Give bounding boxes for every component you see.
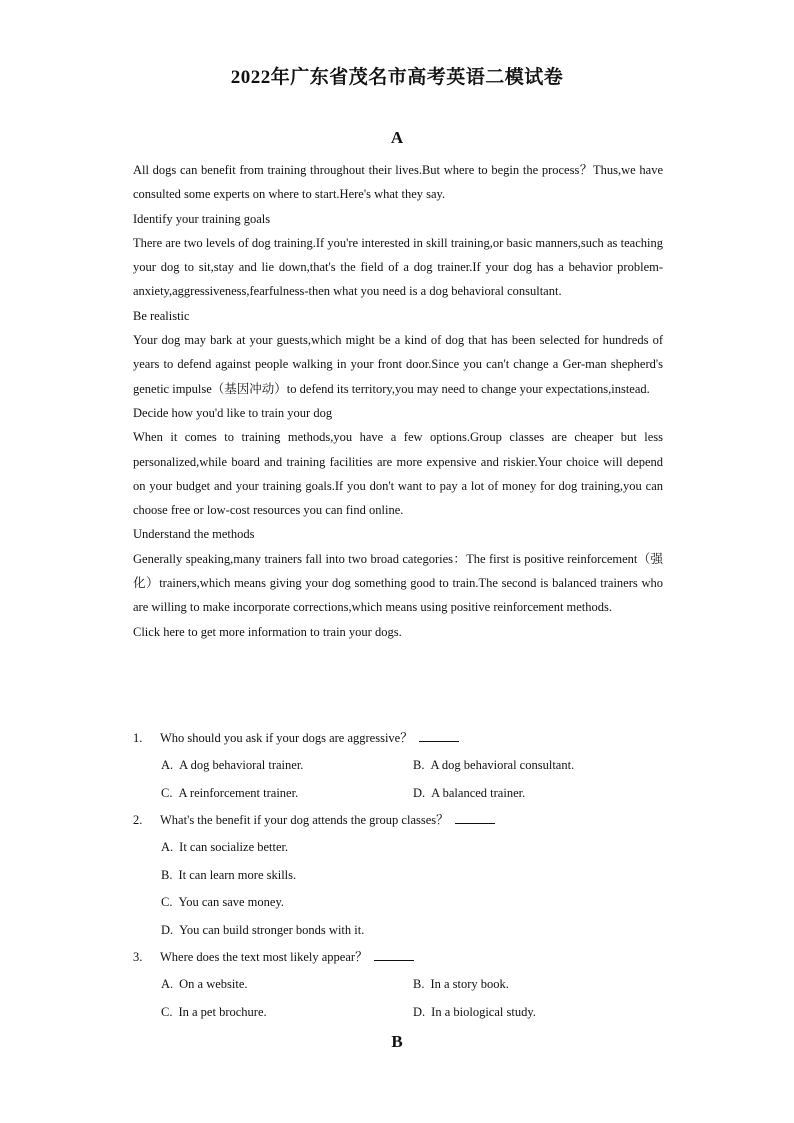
- passage-paragraph: There are two levels of dog training.If you're interested in skill training,or basic manners,such as teaching your dog to sit,stay and lie down,that's the field of a dog trainer.If your dog has a behavior problem-anxiety,aggressiveness,fearfulness-then what you need is a dog behavioral consultant.: [133, 235, 663, 299]
- options-list: [161, 835, 663, 945]
- option-letter: D.: [413, 1004, 426, 1019]
- option-b[interactable]: [413, 753, 574, 777]
- options-grid: [161, 972, 663, 1027]
- question-number: 1.: [133, 731, 143, 745]
- option-c[interactable]: [161, 890, 284, 914]
- passage-paragraph: Click here to get more information to train your dogs.: [133, 624, 402, 639]
- answer-blank[interactable]: [455, 811, 495, 824]
- option-text: It can socialize better.: [179, 840, 289, 854]
- question-text: Where does the text most likely appear？: [160, 950, 368, 964]
- option-c[interactable]: [161, 781, 298, 805]
- passage-subheading: Understand the methods: [133, 527, 255, 542]
- option-letter: B.: [413, 977, 425, 991]
- question-2: [133, 808, 663, 945]
- option-letter: B.: [161, 867, 173, 882]
- question-text: Who should you ask if your dogs are aggressive？: [160, 731, 413, 745]
- option-letter: A.: [161, 758, 174, 772]
- option-b[interactable]: [161, 863, 296, 887]
- section-heading-a: A: [390, 128, 404, 147]
- option-b[interactable]: [413, 972, 509, 996]
- option-text: In a story book.: [430, 977, 509, 991]
- document-title: 2022年广东省茂名市高考英语二模试卷: [230, 67, 564, 88]
- option-text: In a pet brochure.: [178, 1004, 267, 1019]
- option-letter: C.: [161, 1004, 173, 1019]
- option-text: A balanced trainer.: [431, 785, 526, 800]
- question-list: [133, 726, 663, 1027]
- option-a[interactable]: [161, 753, 303, 777]
- option-letter: A.: [161, 840, 174, 854]
- passage-paragraph: Generally speaking,many trainers fall into two broad categories：The first is positive reinforcement（强化）trainers,which means giving your dog something good to train.The second is balanced trainers who are willing to make incorporate corrections,which means using positive reinforcement methods.: [133, 551, 663, 615]
- options-grid: [161, 753, 663, 808]
- option-text: A dog behavioral trainer.: [179, 758, 304, 772]
- option-c[interactable]: [161, 1000, 267, 1024]
- option-text: You can build stronger bonds with it.: [179, 922, 365, 937]
- option-text: A reinforcement trainer.: [178, 785, 299, 800]
- option-a[interactable]: [161, 972, 248, 996]
- option-d[interactable]: [161, 918, 364, 942]
- answer-blank[interactable]: [419, 729, 459, 742]
- passage-subheading: Identify your training goals: [133, 211, 271, 226]
- question-stem: [133, 726, 663, 753]
- option-text: You can save money.: [178, 895, 285, 909]
- passage-subheading: Be realistic: [133, 308, 190, 323]
- section-heading-b: B: [391, 1032, 403, 1051]
- option-letter: A.: [161, 977, 174, 991]
- question-1: [133, 726, 663, 808]
- question-stem: [133, 945, 663, 972]
- option-d[interactable]: [413, 781, 525, 805]
- option-d[interactable]: [413, 1000, 536, 1024]
- answer-blank[interactable]: [374, 948, 414, 961]
- passage-subheading: Decide how you'd like to train your dog: [133, 405, 333, 420]
- option-letter: C.: [161, 895, 173, 909]
- option-text: In a biological study.: [431, 1004, 536, 1019]
- option-text: A dog behavioral consultant.: [430, 758, 575, 772]
- reading-passage: [133, 158, 663, 644]
- question-number: 3.: [133, 950, 143, 964]
- passage-paragraph: All dogs can benefit from training throughout their lives.But where to begin the process？Thus,we have consulted some experts on where to start.Here's what they say.: [133, 163, 663, 202]
- question-stem: [133, 808, 663, 835]
- passage-paragraph: When it comes to training methods,you have a few options.Group classes are cheaper but less personalized,while board and training facilities are more expensive and riskier.Your choice will depend on your budget and your training goals.If you don't want to pay a lot of money for dog training,you can choose free or low-cost resources you can find online.: [133, 430, 663, 518]
- option-letter: D.: [161, 922, 174, 937]
- question-3: [133, 945, 663, 1027]
- option-a[interactable]: [161, 835, 288, 859]
- option-letter: C.: [161, 785, 173, 800]
- question-text: What's the benefit if your dog attends the group classes？: [160, 813, 449, 827]
- option-text: It can learn more skills.: [178, 867, 297, 882]
- option-letter: D.: [413, 785, 426, 800]
- passage-paragraph: Your dog may bark at your guests,which might be a kind of dog that has been selected for hundreds of years to defend against people walking in your front door.Since you can't change a Ger-man shepherd's genetic impulse（基因冲动）to defend its territory,you may need to change your expectations,instead.: [133, 333, 663, 396]
- option-letter: B.: [413, 758, 425, 772]
- question-number: 2.: [133, 813, 143, 827]
- option-text: On a website.: [179, 977, 248, 991]
